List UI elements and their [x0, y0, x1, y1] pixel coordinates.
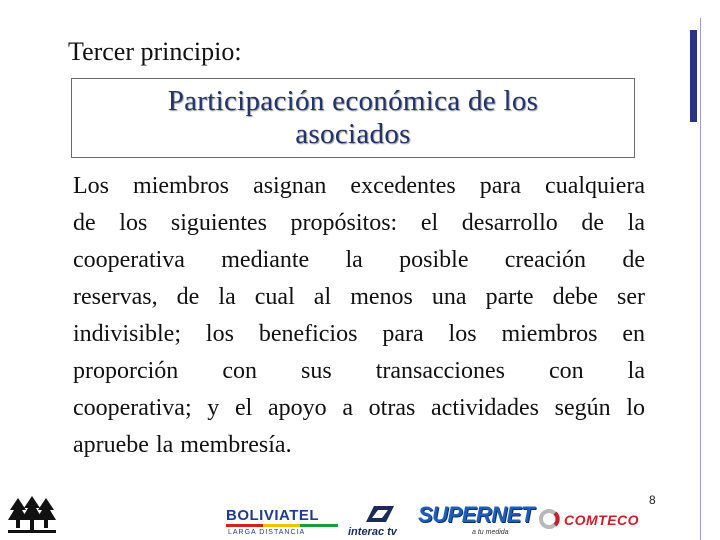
tree-logo-icon — [8, 494, 56, 534]
title-box — [71, 78, 635, 158]
comteco-logo — [538, 504, 644, 538]
supernet-tagline: a tu medida — [472, 529, 509, 536]
body-paragraph — [73, 168, 645, 464]
page-number: 8 — [649, 493, 656, 507]
body-line: proporción con sus transacciones con la — [73, 358, 645, 384]
interactv-mark-icon — [362, 504, 396, 524]
supernet-logo — [410, 502, 534, 540]
boliviatel-logo — [226, 508, 342, 538]
body-line: cooperativa mediante la posible creación de — [73, 247, 645, 273]
supernet-name: SUPERNET — [418, 502, 534, 527]
body-line: de los siguientes propósitos: el desarrollo de la — [73, 210, 645, 236]
title-line: Participación económica de los — [167, 85, 539, 117]
boliviatel-flag-bar — [226, 524, 338, 527]
boliviatel-name: BOLIVIATEL — [226, 507, 320, 524]
body-line: reservas, de la cual al menos una parte debe ser — [73, 284, 645, 310]
title-line: asociados — [295, 118, 411, 150]
body-line: apruebe la membresía. — [73, 432, 292, 458]
body-line: indivisible; los beneficios para los miembros en — [73, 321, 645, 347]
interactv-logo — [348, 504, 412, 538]
section-label: Tercer principio: — [68, 37, 242, 66]
comteco-ring-icon — [538, 508, 560, 530]
interactv-name: interac tv — [348, 526, 397, 538]
slide-title — [72, 85, 634, 151]
decorative-rule-thin — [700, 18, 701, 540]
body-line: Los miembros asignan excedentes para cualquiera — [73, 173, 645, 199]
body-line: cooperativa; y el apoyo a otras actividades según lo — [73, 395, 645, 421]
decorative-rule-thick — [690, 30, 697, 122]
comteco-name: COMTECO — [564, 512, 640, 528]
footer-logos — [0, 490, 700, 540]
boliviatel-subtitle: LARGA DISTANCIA — [228, 529, 306, 536]
